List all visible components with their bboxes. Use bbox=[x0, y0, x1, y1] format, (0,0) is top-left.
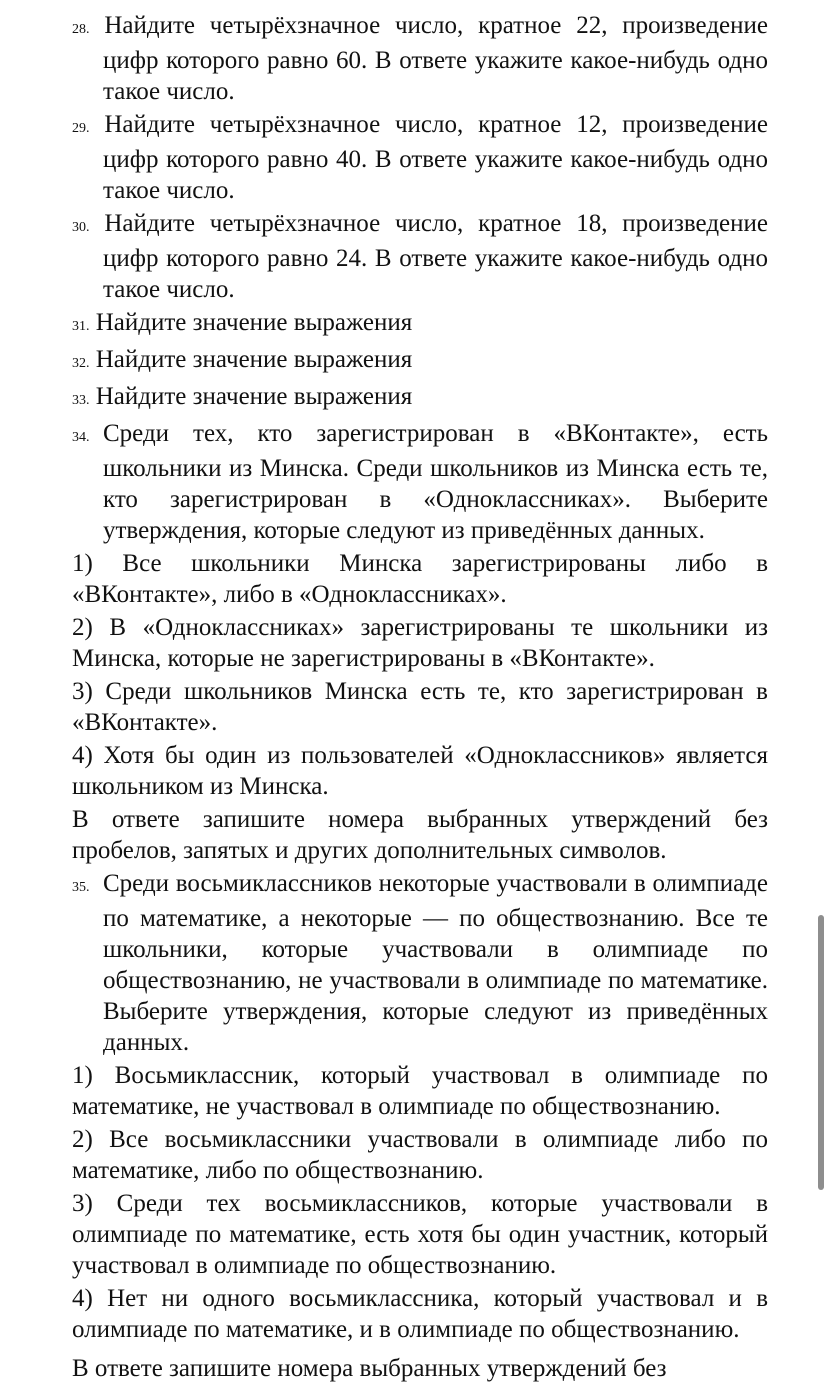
task-30 bbox=[72, 208, 768, 305]
task-34-option-1: 1) Все школьники Минска зарегистрированы либо в «ВКонтакте», либо в «Одноклассниках». bbox=[72, 550, 768, 608]
task-text: Найдите значение выражения bbox=[95, 346, 413, 373]
task-32 bbox=[72, 344, 768, 379]
task-34-option-4: 4) Хотя бы один из пользователей «Одноклассников» является школьником из Минска. bbox=[72, 742, 768, 800]
task-35-option-2: 2) Все восьмиклассники участвовали в олимпиаде либо по математике, либо по обществознанию. bbox=[72, 1126, 768, 1184]
task-35-answer-note-text: В ответе запишите номера выбранных утверждений без bbox=[72, 1355, 667, 1382]
task-35-option-4: 4) Нет ни одного восьмиклассника, который участвовал и в олимпиаде по математике, и в олимпиаде по обществознанию. bbox=[72, 1285, 768, 1343]
task-text: Найдите четырёхзначное число, кратное 22, произведение цифр которого равно 60. В ответе укажите какое-нибудь одно такое число. bbox=[103, 12, 768, 105]
task-29 bbox=[72, 109, 768, 206]
task-35 bbox=[72, 868, 768, 1058]
task-35-option-1: 1) Восьмиклассник, который участвовал в олимпиаде по математике, не участвовал в олимпиаде по обществознанию. bbox=[72, 1062, 768, 1120]
task-number: 32. bbox=[72, 356, 90, 371]
task-number: 31. bbox=[72, 319, 90, 334]
task-number: 35. bbox=[72, 880, 90, 895]
task-31 bbox=[72, 307, 768, 342]
task-number: 33. bbox=[72, 393, 90, 408]
task-28 bbox=[72, 10, 768, 107]
task-35-option-3: 3) Среди тех восьмиклассников, которые участвовали в олимпиаде по математике, есть хотя бы один участник, который участвовал в олимпиаде по обществознанию. bbox=[72, 1190, 768, 1279]
task-34-option-3: 3) Среди школьников Минска есть те, кто зарегистрирован в «ВКонтакте». bbox=[72, 678, 768, 736]
task-35-answer-note-cut bbox=[72, 1347, 768, 1382]
document-page bbox=[72, 10, 768, 1382]
task-text: Найдите четырёхзначное число, кратное 18, произведение цифр которого равно 24. В ответе укажите какое-нибудь одно такое число. bbox=[103, 210, 768, 303]
vertical-scrollbar[interactable] bbox=[818, 915, 824, 1190]
task-text: Среди тех, кто зарегистрирован в «ВКонтакте», есть школьники из Минска. Среди школьников из Минска есть те, кто зарегистрирован в «Одноклассниках». Выберите утверждения, которые следуют из приведённых данных. bbox=[103, 420, 768, 544]
task-33 bbox=[72, 381, 768, 416]
task-number: 28. bbox=[72, 22, 90, 37]
task-number: 30. bbox=[72, 220, 90, 235]
task-text: Найдите значение выражения bbox=[95, 309, 413, 336]
task-number: 34. bbox=[72, 430, 90, 445]
task-text: Найдите значение выражения bbox=[95, 383, 413, 410]
task-34 bbox=[72, 418, 768, 546]
task-34-option-2: 2) В «Одноклассниках» зарегистрированы те школьники из Минска, которые не зарегистрированы в «ВКонтакте». bbox=[72, 614, 768, 672]
task-number: 29. bbox=[72, 121, 90, 136]
task-34-answer-note: В ответе запишите номера выбранных утверждений без пробелов, запятых и других дополнительных символов. bbox=[72, 806, 768, 864]
task-text: Среди восьмиклассников некоторые участвовали в олимпиаде по математике, а некоторые — по обществознанию. Все те школьники, которые участвовали в олимпиаде по обществознанию, не участвовали в олимпиаде по математике. Выберите утверждения, которые следуют из приведённых данных. bbox=[103, 870, 768, 1056]
task-text: Найдите четырёхзначное число, кратное 12, произведение цифр которого равно 40. В ответе укажите какое-нибудь одно такое число. bbox=[103, 111, 768, 204]
